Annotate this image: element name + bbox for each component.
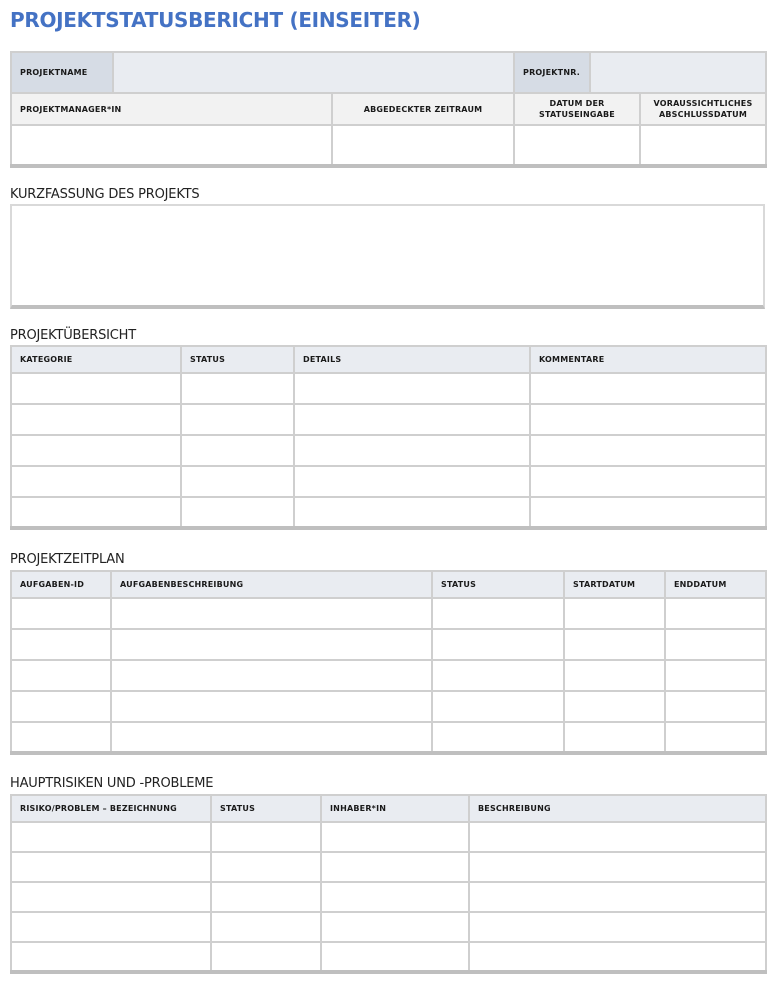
table-cell[interactable] [11, 912, 211, 942]
table-cell[interactable] [211, 822, 321, 852]
table-cell[interactable] [432, 691, 564, 722]
column-header-comments: KOMMENTARE [530, 346, 766, 373]
table-cell[interactable] [321, 852, 469, 882]
table-row [11, 852, 766, 882]
project-no-label: PROJEKTNR. [514, 52, 590, 93]
table-row [11, 691, 766, 722]
table-cell[interactable] [432, 629, 564, 660]
column-header-details: DETAILS [294, 346, 530, 373]
table-cell[interactable] [181, 435, 294, 466]
column-header-description: BESCHREIBUNG [469, 795, 766, 822]
column-header-status: STATUS [211, 795, 321, 822]
table-cell[interactable] [11, 852, 211, 882]
column-header-risk-name: RISIKO/PROBLEM – BEZEICHNUNG [11, 795, 211, 822]
table-cell[interactable] [11, 629, 111, 660]
table-cell[interactable] [111, 660, 432, 691]
table-cell[interactable] [564, 691, 665, 722]
table-row [11, 660, 766, 691]
overview-label: PROJEKTÜBERSICHT [10, 328, 136, 343]
table-cell[interactable] [11, 822, 211, 852]
project-name-label: PROJEKTNAME [11, 52, 113, 93]
risks-label: HAUPTRISIKEN UND -PROBLEME [10, 776, 214, 791]
project-name-field[interactable] [113, 52, 514, 93]
table-cell[interactable] [564, 629, 665, 660]
table-cell[interactable] [321, 882, 469, 912]
table-cell[interactable] [665, 660, 766, 691]
table-cell[interactable] [11, 404, 181, 435]
table-cell[interactable] [111, 722, 432, 753]
schedule-table [10, 570, 767, 755]
period-covered-field[interactable] [332, 125, 514, 166]
table-cell[interactable] [211, 852, 321, 882]
table-cell[interactable] [321, 822, 469, 852]
table-cell[interactable] [432, 598, 564, 629]
table-row [11, 466, 766, 497]
table-cell[interactable] [11, 435, 181, 466]
table-row [11, 822, 766, 852]
table-cell[interactable] [211, 882, 321, 912]
table-cell[interactable] [11, 373, 181, 404]
table-cell[interactable] [530, 466, 766, 497]
table-cell[interactable] [294, 435, 530, 466]
table-cell[interactable] [665, 629, 766, 660]
table-cell[interactable] [564, 598, 665, 629]
table-row [11, 942, 766, 972]
column-header-owner: INHABER*IN [321, 795, 469, 822]
table-cell[interactable] [665, 691, 766, 722]
table-cell[interactable] [211, 912, 321, 942]
table-cell[interactable] [111, 629, 432, 660]
schedule-label: PROJEKTZEITPLAN [10, 552, 125, 567]
column-header-task-description: AUFGABENBESCHREIBUNG [111, 571, 432, 598]
column-header-end-date: ENDDATUM [665, 571, 766, 598]
status-date-field[interactable] [514, 125, 640, 166]
table-row [11, 404, 766, 435]
table-cell[interactable] [469, 912, 766, 942]
table-cell[interactable] [530, 435, 766, 466]
table-cell[interactable] [181, 404, 294, 435]
table-cell[interactable] [294, 466, 530, 497]
table-cell[interactable] [111, 691, 432, 722]
table-cell[interactable] [432, 722, 564, 753]
table-cell[interactable] [181, 497, 294, 528]
summary-field[interactable] [10, 204, 765, 309]
table-row [11, 629, 766, 660]
project-manager-header: PROJEKTMANAGER*IN [11, 93, 332, 125]
table-cell[interactable] [321, 912, 469, 942]
table-cell[interactable] [469, 852, 766, 882]
table-cell[interactable] [469, 822, 766, 852]
table-cell[interactable] [564, 722, 665, 753]
overview-table [10, 345, 767, 530]
page-title: PROJEKTSTATUSBERICHT (EINSEITER) [10, 8, 421, 32]
column-header-status: STATUS [181, 346, 294, 373]
table-row [11, 373, 766, 404]
table-row [11, 497, 766, 528]
table-cell[interactable] [294, 373, 530, 404]
table-cell[interactable] [530, 404, 766, 435]
table-cell[interactable] [181, 373, 294, 404]
column-header-start-date: STARTDATUM [564, 571, 665, 598]
table-cell[interactable] [294, 404, 530, 435]
table-row [11, 598, 766, 629]
table-cell[interactable] [321, 942, 469, 972]
expected-completion-header: VORAUSSICHTLICHES ABSCHLUSSDATUM [640, 93, 766, 125]
period-covered-header: ABGEDECKTER ZEITRAUM [332, 93, 514, 125]
table-cell[interactable] [432, 660, 564, 691]
table-cell[interactable] [211, 942, 321, 972]
table-cell[interactable] [469, 882, 766, 912]
column-header-task-id: AUFGABEN-ID [11, 571, 111, 598]
table-row [11, 882, 766, 912]
table-cell[interactable] [11, 882, 211, 912]
summary-label: KURZFASSUNG DES PROJEKTS [10, 187, 200, 202]
project-info-table [10, 51, 767, 168]
table-cell[interactable] [665, 722, 766, 753]
table-cell[interactable] [530, 497, 766, 528]
table-row [11, 722, 766, 753]
table-cell[interactable] [11, 660, 111, 691]
table-cell[interactable] [469, 942, 766, 972]
risks-table [10, 794, 767, 974]
table-cell[interactable] [564, 660, 665, 691]
expected-completion-field[interactable] [640, 125, 766, 166]
table-cell[interactable] [11, 598, 111, 629]
table-row [11, 912, 766, 942]
column-header-status: STATUS [432, 571, 564, 598]
table-row [11, 435, 766, 466]
table-cell[interactable] [11, 722, 111, 753]
table-cell[interactable] [665, 598, 766, 629]
table-cell[interactable] [111, 598, 432, 629]
status-date-header: DATUM DER STATUSEINGABE [514, 93, 640, 125]
project-no-field[interactable] [590, 52, 766, 93]
table-cell[interactable] [181, 466, 294, 497]
table-cell[interactable] [11, 691, 111, 722]
table-cell[interactable] [11, 942, 211, 972]
column-header-category: KATEGORIE [11, 346, 181, 373]
table-cell[interactable] [294, 497, 530, 528]
project-manager-field[interactable] [11, 125, 332, 166]
table-cell[interactable] [530, 373, 766, 404]
table-cell[interactable] [11, 497, 181, 528]
table-cell[interactable] [11, 466, 181, 497]
